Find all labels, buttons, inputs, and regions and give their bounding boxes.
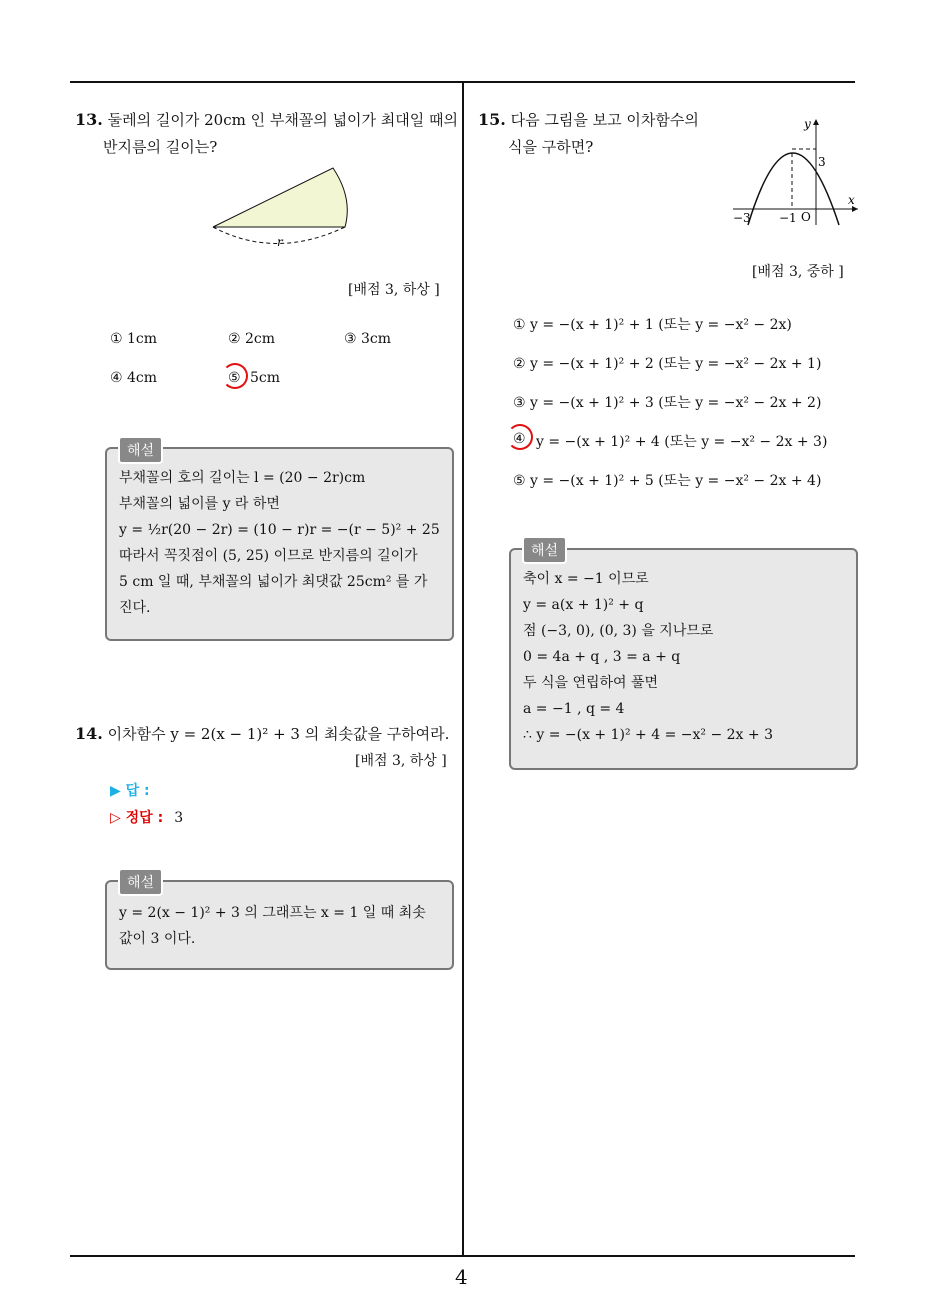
- correct-answer-row: [110, 807, 183, 827]
- graph-y-label: y: [804, 117, 811, 131]
- q13-choice-2[interactable]: ② 2cm: [228, 331, 276, 347]
- q15-choice-4-text[interactable]: y = −(x + 1)² + 4 (또는 y = −x² − 2x + 3): [536, 434, 828, 450]
- question-text: 둘레의 길이가 20cm 인 부채꼴의 넓이가 최대일 때의: [107, 111, 459, 129]
- graph-label-minus-3: −3: [733, 211, 751, 225]
- question-text: 이차함수 y = 2(x − 1)² + 3 의 최솟값을 구하여라.: [107, 725, 450, 743]
- explain-line: a = −1 , q = 4: [523, 701, 625, 717]
- q13-choice-4[interactable]: ④ 4cm: [110, 370, 158, 386]
- explain-line: y = ½r(20 − 2r) = (10 − r)r = −(r − 5)² + 25: [119, 522, 440, 538]
- q13-explanation-badge: 해설: [118, 436, 163, 464]
- explain-line: ∴ y = −(x + 1)² + 4 = −x² − 2x + 3: [523, 727, 773, 743]
- explain-line: 부채꼴의 넓이를 y 라 하면: [119, 496, 280, 512]
- question-14: [75, 720, 449, 748]
- q13-choice-5-value[interactable]: 5cm: [250, 370, 281, 386]
- correct-label: ▷ 정답 :: [110, 810, 164, 826]
- q15-choice-4-marker[interactable]: ④: [513, 431, 526, 447]
- question-text-2: 반지름의 길이는?: [103, 138, 218, 156]
- q15-choice-1[interactable]: ① y = −(x + 1)² + 1 (또는 y = −x² − 2x): [513, 317, 792, 333]
- q15-explanation-badge: 해설: [522, 536, 567, 564]
- explain-line: 0 = 4a + q , 3 = a + q: [523, 649, 681, 665]
- sector-radius-label: r: [277, 235, 283, 249]
- graph-x-label: x: [848, 193, 855, 207]
- q13-choice-1[interactable]: ① 1cm: [110, 331, 158, 347]
- explain-line: 축이 x = −1 이므로: [523, 571, 649, 587]
- q13-choice-5-marker[interactable]: ⑤: [228, 370, 241, 386]
- explain-line: 5 cm 일 때, 부채꼴의 넓이가 최댓값 25cm² 를 가: [119, 574, 428, 590]
- question-15: [478, 106, 738, 161]
- explain-line: 점 (−3, 0), (0, 3) 을 지나므로: [523, 623, 714, 639]
- explain-line: 따라서 꼭짓점이 (5, 25) 이므로 반지름의 길이가: [119, 548, 418, 564]
- question-number: 15.: [478, 110, 506, 129]
- q15-choice-5[interactable]: ⑤ y = −(x + 1)² + 5 (또는 y = −x² − 2x + 4): [513, 473, 822, 489]
- parabola-graph: [728, 115, 863, 230]
- question-number: 14.: [75, 724, 103, 743]
- q15-choice-3[interactable]: ③ y = −(x + 1)² + 3 (또는 y = −x² − 2x + 2): [513, 395, 822, 411]
- q14-grade: [배점 3, 하상 ]: [355, 753, 447, 769]
- question-13: [75, 106, 460, 161]
- q13-choice-3[interactable]: ③ 3cm: [344, 331, 392, 347]
- q15-grade: [배점 3, 중하 ]: [752, 264, 844, 280]
- graph-label-3: 3: [818, 155, 826, 169]
- explain-line: 부채꼴의 호의 길이는 l = (20 − 2r)cm: [119, 470, 366, 486]
- explain-line: 값이 3 이다.: [119, 931, 196, 947]
- question-text: 다음 그림을 보고 이차함수의: [510, 111, 699, 129]
- question-number: 13.: [75, 110, 103, 129]
- page-number: 4: [455, 1265, 468, 1289]
- correct-value: 3: [174, 810, 184, 826]
- selected-answer-circle: [222, 363, 248, 389]
- question-text-2: 식을 구하면?: [508, 138, 594, 156]
- bottom-rule: [70, 1255, 855, 1257]
- q13-grade: [배점 3, 하상 ]: [348, 282, 440, 298]
- answer-label: ▶ 답 :: [110, 783, 150, 799]
- sector-figure: [205, 160, 365, 255]
- q15-choice-2[interactable]: ② y = −(x + 1)² + 2 (또는 y = −x² − 2x + 1): [513, 356, 822, 372]
- graph-label-minus-1: −1: [779, 211, 797, 225]
- explain-line: 두 식을 연립하여 풀면: [523, 675, 659, 691]
- q15-explanation-box: [509, 548, 858, 770]
- explain-line: y = 2(x − 1)² + 3 의 그래프는 x = 1 일 때 최솟: [119, 905, 426, 921]
- graph-origin-label: O: [801, 210, 811, 224]
- explain-line: y = a(x + 1)² + q: [523, 597, 644, 613]
- q13-explanation-box: [105, 447, 454, 641]
- selected-answer-circle: [507, 424, 533, 450]
- column-divider: [462, 81, 464, 1257]
- explain-line: 진다.: [119, 600, 151, 616]
- q14-explanation-badge: 해설: [118, 868, 163, 896]
